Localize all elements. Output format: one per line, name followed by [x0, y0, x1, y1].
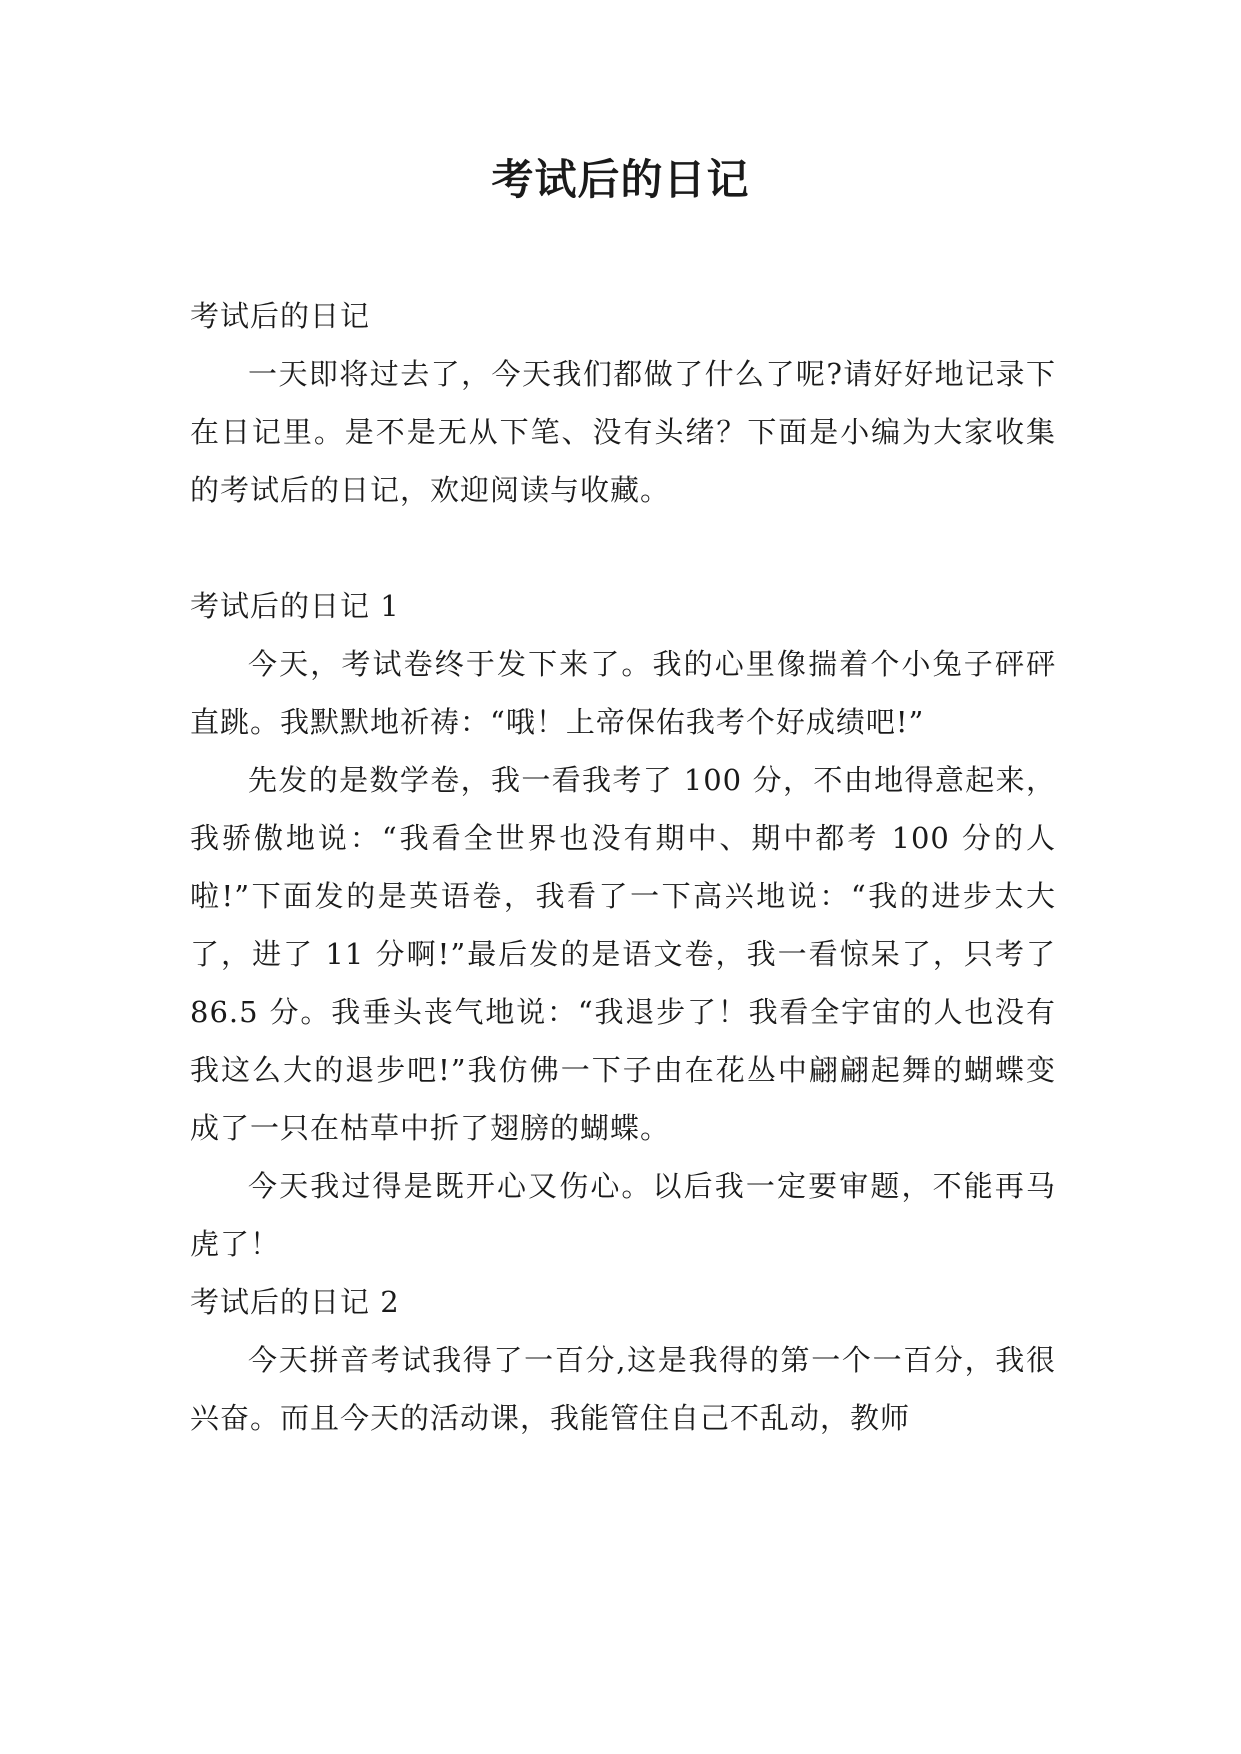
section-2-paragraph-1: 今天拼音考试我得了一百分,这是我得的第一个一百分，我很兴奋。而且今天的活动课，我能管住自己不乱动，教师: [190, 1343, 1056, 1435]
section-spacer: [190, 519, 1056, 577]
document-title: 考试后的日记: [491, 155, 750, 204]
document-body: [190, 287, 1056, 1447]
section-heading-1: 考试后的日记 1: [190, 589, 400, 623]
intro-paragraph: 一天即将过去了，今天我们都做了什么了呢?请好好地记录下在日记里。是不是无从下笔、没有头绪？下面是小编为大家收集的考试后的日记，欢迎阅读与收藏。: [190, 357, 1056, 507]
section-heading-2: 考试后的日记 2: [190, 1285, 400, 1319]
section-1-paragraph-2: 先发的是数学卷，我一看我考了 100 分，不由地得意起来，我骄傲地说：“我看全世界也没有期中、期中都考 100 分的人啦!”下面发的是英语卷，我看了一下高兴地说：“我的进步太大了，进了 11 分啊!”最后发的是语文卷，我一看惊呆了，只考了 86.5 分。我垂头丧气地说：“我退步了！我看全宇宙的人也没有我这么大的退步吧!”我仿佛一下子由在花丛中翩翩起舞的蝴蝶变成了一只在枯草中折了翅膀的蝴蝶。: [190, 763, 1056, 1145]
section-1-paragraph-3: 今天我过得是既开心又伤心。以后我一定要审题，不能再马虎了！: [190, 1169, 1056, 1261]
section-1-paragraph-1: 今天，考试卷终于发下来了。我的心里像揣着个小兔子砰砰直跳。我默默地祈祷：“哦！上帝保佑我考个好成绩吧!”: [190, 647, 1056, 739]
intro-heading: 考试后的日记: [190, 299, 371, 333]
